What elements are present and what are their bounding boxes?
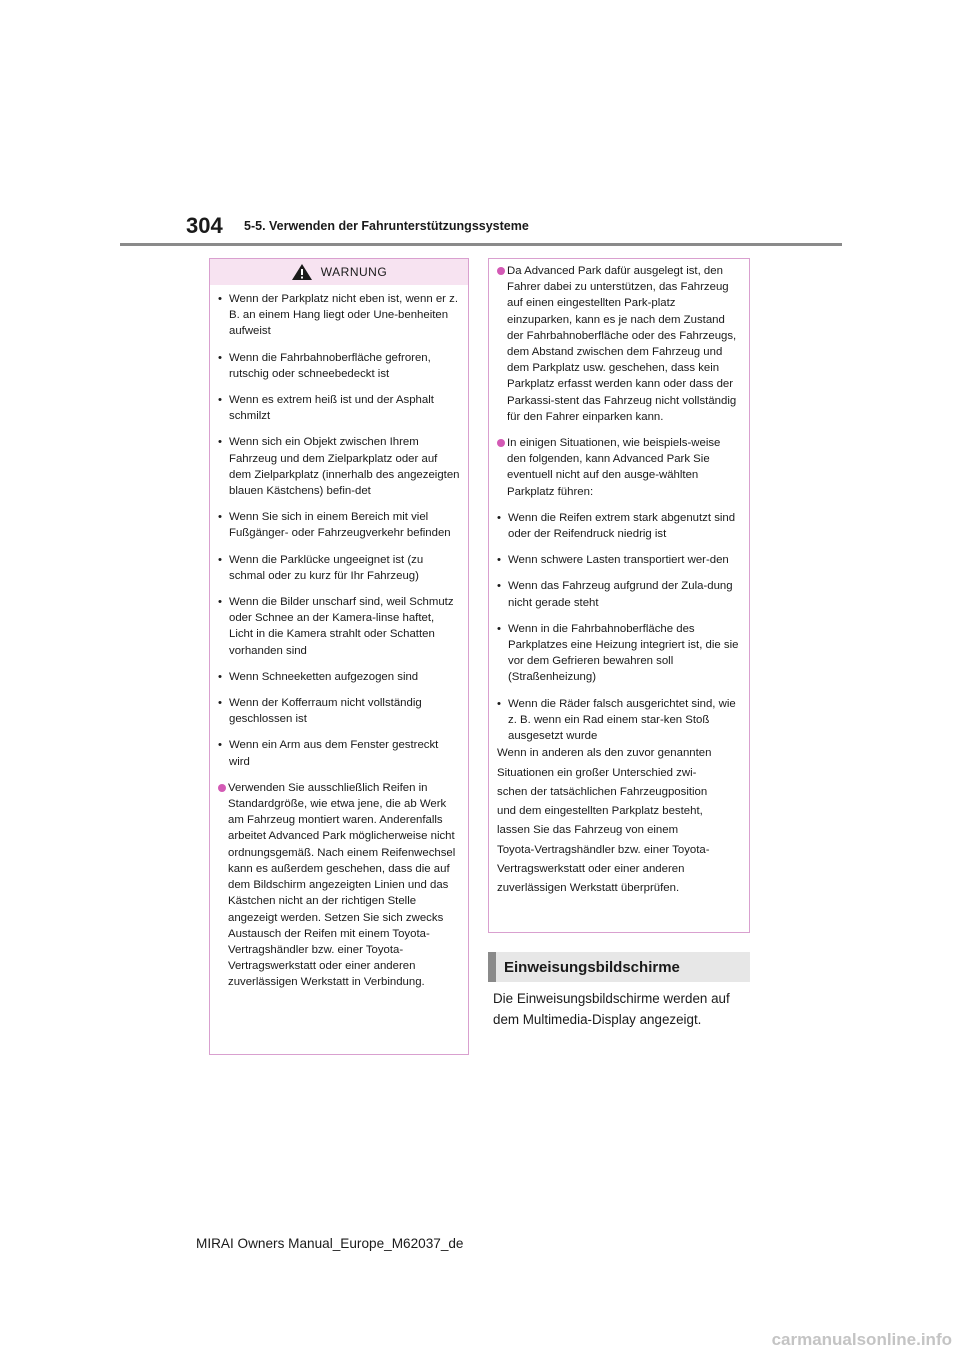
- paragraph-line: und dem eingestellten Parkplatz besteht,: [497, 805, 703, 818]
- section-body: Die Einweisungsbildschirme werden auf dem Multimedia-Display angezeigt.: [493, 991, 730, 1027]
- list-item: • Wenn der Kofferraum nicht vollständig geschlossen ist: [218, 697, 422, 726]
- paragraph-line: schen der tatsächlichen Fahrzeugposition: [497, 785, 708, 798]
- list-item: • Wenn ein Arm aus dem Fenster gestreckt wird: [218, 739, 439, 768]
- paragraph-line: Wenn in anderen als den zuvor genannten: [497, 747, 712, 760]
- paragraph-line: Situationen ein großer Unterschied zwi-: [497, 766, 697, 779]
- warning-header: [210, 259, 468, 285]
- list-item: • Wenn die Bilder unscharf sind, weil Schmutz oder Schnee an der Kamera-linse haftet, Licht in die Kamera strahlt oder Schatten vorhanden sind: [218, 596, 454, 657]
- warning-triangle-icon: [291, 263, 313, 281]
- list-item: • Wenn Schneeketten aufgezogen sind: [218, 670, 419, 683]
- circle-bullet-icon: [497, 267, 505, 275]
- section-heading: [488, 952, 750, 982]
- warning-box: [209, 258, 469, 1055]
- list-item: • Wenn der Parkplatz nicht eben ist, wenn er z. B. an einem Hang liegt oder Une-benheiten aufweist: [218, 293, 458, 338]
- list-item: • Wenn das Fahrzeug aufgrund der Zula-dung nicht gerade steht: [497, 580, 733, 609]
- caution-box: [488, 258, 750, 933]
- section-heading-text: Einweisungsbildschirme: [504, 958, 680, 976]
- footer-manual-name: MIRAI Owners Manual_Europe_M62037_de: [196, 1236, 464, 1251]
- list-item: • Wenn sich ein Objekt zwischen Ihrem Fahrzeug und dem Zielparkplatz oder auf dem Zielparkplatz (innerhalb des angezeigten blauen Kästchens) befin-det: [218, 436, 460, 498]
- circle-bullet-icon: [497, 439, 505, 447]
- list-item: • Wenn Sie sich in einem Bereich mit viel Fußgänger- oder Fahrzeugverkehr befinden: [218, 511, 451, 540]
- list-item: • Wenn in die Fahrbahnoberfläche des Parkplatzes eine Heizung integriert ist, die sie vor dem Gefrieren bewahren soll (Straßenheizung): [497, 622, 739, 684]
- caution-note: Da Advanced Park dafür ausgelegt ist, den Fahrer dabei zu unterstützen, das Fahrzeug auf einen eingestellten Park-platz einzuparken, kann es je nach dem Zustand der Fahrbahnoberfläche oder des Fahrzeugs, dem Abstand zwischen dem Fahrzeug und dem Parkplatz usw. geschehen, dass kein Parkplatz erfasst werden kann oder dass der Parkassi-stent das Fahrzeug nicht vollständig für den Fahrer einparken kann.: [497, 263, 741, 425]
- list-item: • Wenn die Reifen extrem stark abgenutzt sind oder der Reifendruck niedrig ist: [497, 511, 736, 541]
- header-divider: [120, 243, 842, 246]
- paragraph-line: Vertragswerkstatt oder einer anderen: [497, 863, 685, 876]
- list-item: • Wenn die Räder falsch ausgerichtet sind, wie z. B. wenn ein Rad einem star-ken Stoß ausgesetzt wurde: [497, 697, 736, 743]
- closing-paragraph: [497, 744, 741, 898]
- list-item: • Wenn die Parklücke ungeeignet ist (zu schmal oder zu kurz für Ihr Fahrzeug): [218, 553, 424, 582]
- circle-bullet-icon: [218, 784, 226, 792]
- list-item: • Wenn schwere Lasten transportiert wer-den: [497, 554, 729, 567]
- paragraph-line: Toyota-Vertragshändler bzw. einer Toyota-: [497, 843, 710, 856]
- heading-accent-bar: [488, 952, 496, 982]
- warning-note: Verwenden Sie ausschließlich Reifen in Standardgröße, wie etwa jene, die ab Werk am Fahrzeug montiert waren. Anderenfalls arbeitet Advanced Park möglicherweise nicht ordnungsgemäß. Nach einem Reifenwechsel kann es außerdem geschehen, dass die auf dem Bildschirm angezeigten Linien und das Kästchen nicht an der richtigen Stelle angezeigt werden. Setzen Sie sich zwecks Austausch der Reifen mit einem Toyota-Vertragshändler bzw. einer Toyota-Vertragswerkstatt oder einer anderen zuverlässigen Werkstatt in Verbindung.: [218, 780, 460, 991]
- warning-title: WARNUNG: [320, 265, 388, 279]
- list-item: • Wenn die Fahrbahnoberfläche gefroren, rutschig oder schneebedeckt ist: [218, 351, 431, 380]
- page-number: 304: [186, 213, 223, 238]
- section-title: 5-5. Verwenden der Fahrunterstützungssysteme: [244, 219, 529, 233]
- watermark: carmanualsonline.info: [771, 1330, 952, 1349]
- warning-body: [210, 285, 468, 991]
- paragraph-line: zuverlässigen Werkstatt überprüfen.: [497, 882, 680, 895]
- caution-note: In einigen Situationen, wie beispiels-weise den folgenden, kann Advanced Park Sie eventuell nicht auf den ausge-wählten Parkplatz führen:: [497, 435, 741, 500]
- paragraph-line: lassen Sie das Fahrzeug von einem: [497, 824, 679, 837]
- list-item: • Wenn es extrem heiß ist und der Asphalt schmilzt: [218, 394, 434, 423]
